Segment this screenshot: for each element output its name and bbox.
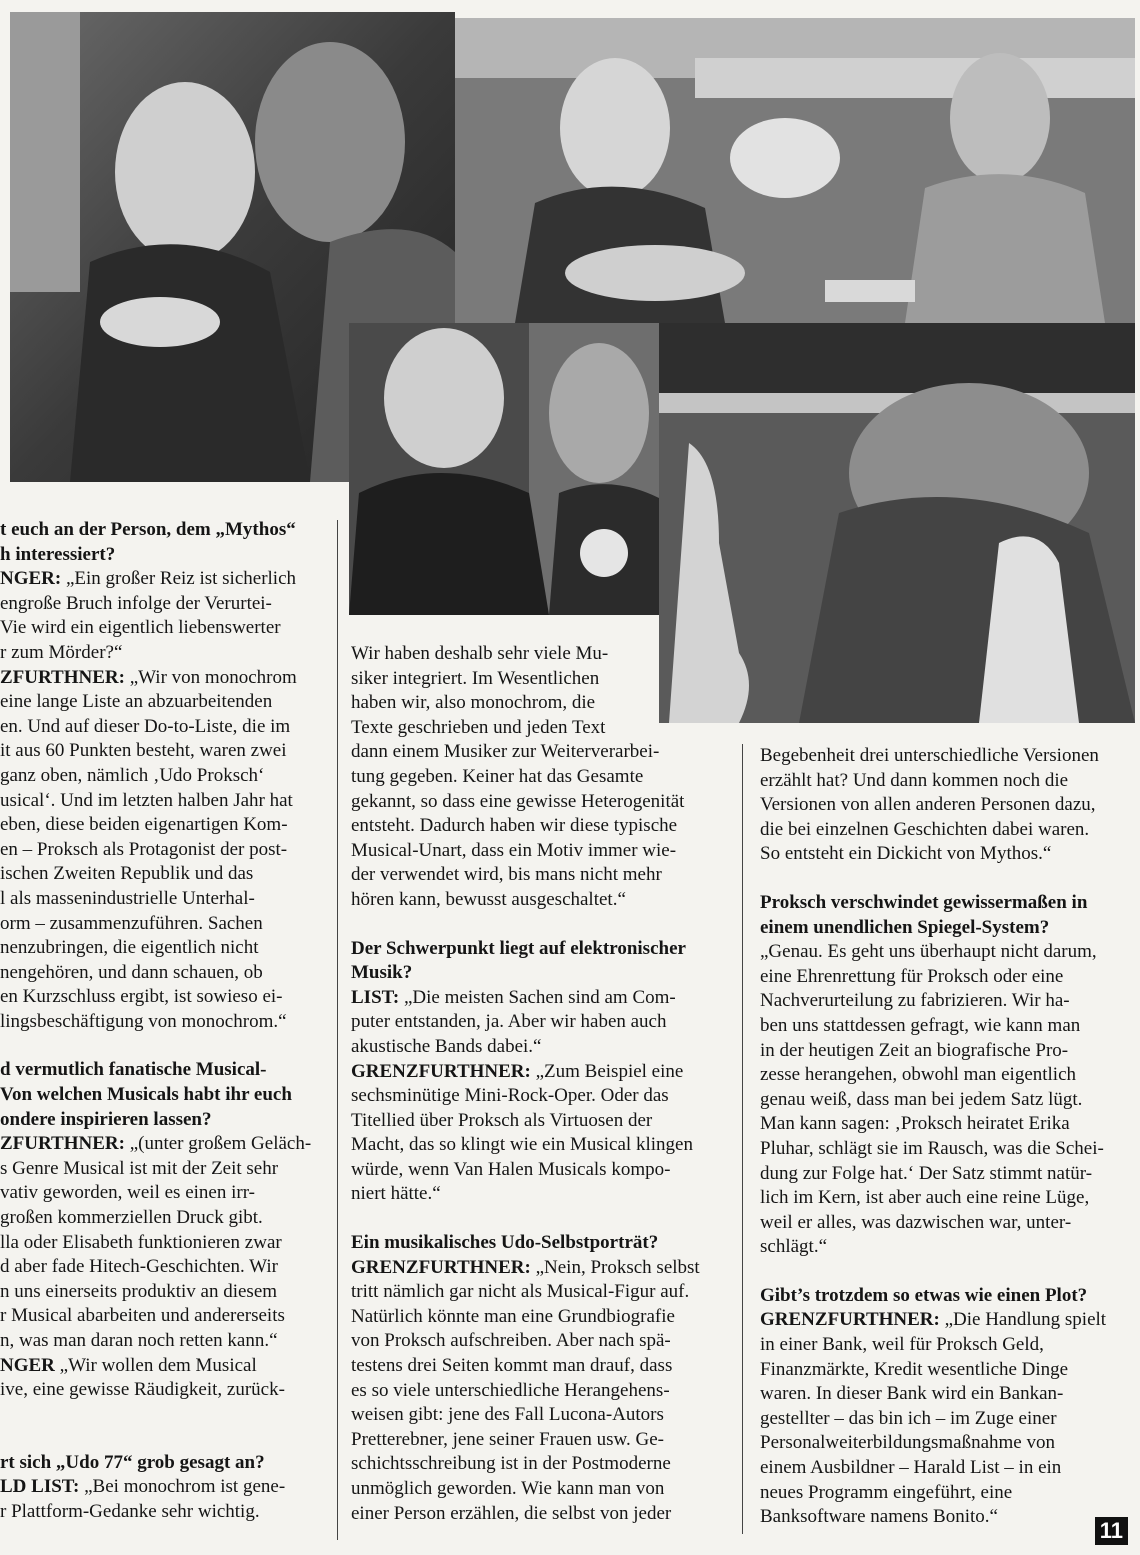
line-text: Natürlich könnte man eine Grundbiografie bbox=[351, 1305, 675, 1327]
line-text: testens drei Seiten kommt man drauf, dass bbox=[351, 1355, 673, 1377]
line-text: n, was man daran noch retten kann.“ bbox=[0, 1330, 278, 1351]
text-line bbox=[760, 1358, 1134, 1383]
question-text: t euch an der Person, dem „Mythos“ bbox=[0, 519, 296, 540]
line-text: So entsteht ein Dickicht von Mythos.“ bbox=[760, 843, 1052, 865]
text-line bbox=[351, 1354, 729, 1379]
line-text: „Die Handlung spielt bbox=[939, 1309, 1107, 1331]
line-text: ischen Zweiten Republik und das bbox=[0, 863, 254, 885]
line-text: „Ein großer Reiz ist sicherlich bbox=[61, 568, 297, 590]
line-text: einem Ausbildner – Harald List – in ein bbox=[760, 1457, 1062, 1479]
text-line bbox=[0, 666, 318, 691]
text-line bbox=[760, 1481, 1134, 1506]
line-text: weil er alles, was dazwischen war, unter- bbox=[760, 1211, 1072, 1233]
line-text: s Genre Musical ist mit der Zeit sehr bbox=[0, 1157, 279, 1179]
text-line bbox=[351, 1060, 729, 1085]
column-divider bbox=[337, 520, 338, 1540]
line-text: en – Proksch als Protagonist der post- bbox=[0, 838, 288, 860]
line-text: d aber fade Hitech-Geschichten. Wir bbox=[0, 1256, 278, 1278]
paragraph-gap bbox=[351, 913, 729, 937]
text-line bbox=[351, 740, 729, 765]
question-line bbox=[760, 891, 1134, 916]
line-text: Titellied über Proksch als Virtuosen der bbox=[351, 1109, 653, 1131]
text-line bbox=[760, 1235, 1134, 1260]
column-divider bbox=[742, 744, 743, 1534]
line-text: erzählt hat? Und dann kommen noch die bbox=[760, 769, 1069, 791]
line-text: Musical-Unart, dass ein Motiv immer wie- bbox=[351, 839, 677, 861]
text-line bbox=[0, 739, 318, 764]
line-text: Banksoftware namens Bonito.“ bbox=[760, 1506, 998, 1528]
text-line bbox=[0, 715, 318, 740]
photo-group-center bbox=[455, 18, 1135, 323]
text-line bbox=[351, 1109, 729, 1134]
text-line bbox=[760, 1431, 1134, 1456]
line-text: eine Ehrenrettung für Proksch oder eine bbox=[760, 965, 1064, 987]
text-line bbox=[760, 818, 1134, 843]
line-text: tritt nämlich gar nicht als Musical-Figur auf. bbox=[351, 1281, 690, 1303]
text-line bbox=[351, 1182, 729, 1207]
text-line bbox=[0, 1475, 318, 1500]
paragraph-gap bbox=[351, 1207, 729, 1231]
paragraph-gap bbox=[0, 1034, 318, 1058]
line-text: Macht, das so klingt wie ein Musical klingen bbox=[351, 1134, 693, 1156]
line-text: „Wir wollen dem Musical bbox=[54, 1354, 257, 1376]
line-text: Texte geschrieben und jeden Text bbox=[351, 716, 606, 738]
photo-hand-gesture bbox=[659, 323, 1135, 723]
line-text: die bei einzelnen Geschichten dabei waren. bbox=[760, 818, 1090, 840]
photo-man-smiling bbox=[349, 323, 659, 615]
question-line bbox=[0, 1058, 318, 1083]
text-line bbox=[0, 912, 318, 937]
line-text: „Wir von monochrom bbox=[124, 666, 297, 688]
text-line bbox=[351, 1084, 729, 1109]
line-text: r Musical abarbeiten und andererseits bbox=[0, 1305, 285, 1327]
line-text: r Plattform-Gedanke sehr wichtig. bbox=[0, 1500, 260, 1522]
text-line bbox=[0, 1280, 318, 1305]
question-text: rt sich „Udo 77“ grob gesagt an? bbox=[0, 1451, 265, 1473]
line-text: akustische Bands dabei.“ bbox=[351, 1035, 542, 1057]
line-text: hören kann, bewusst ausgeschaltet.“ bbox=[351, 888, 626, 910]
line-text: „Genau. Es geht uns überhaupt nicht darum, bbox=[760, 941, 1097, 963]
text-line bbox=[351, 642, 729, 667]
line-text: der verwendet wird, bis mans nicht mehr bbox=[351, 864, 662, 886]
text-line bbox=[351, 691, 729, 716]
speaker-name: ZFURTHNER: bbox=[0, 666, 125, 688]
speaker-name: LIST: bbox=[351, 986, 400, 1008]
speaker-name: LD LIST: bbox=[0, 1476, 80, 1498]
speaker-name: GRENZFURTHNER: bbox=[351, 1060, 531, 1082]
line-text: engroße Bruch infolge der Verurtei- bbox=[0, 592, 272, 614]
line-text: großen kommerziellen Druck gibt. bbox=[0, 1207, 263, 1229]
text-line bbox=[0, 592, 318, 617]
text-line bbox=[0, 862, 318, 887]
text-line bbox=[0, 1304, 318, 1329]
line-text: nengehören, und dann schauen, ob bbox=[0, 961, 263, 983]
text-line bbox=[351, 888, 729, 913]
text-line bbox=[0, 1255, 318, 1280]
line-text: es so viele unterschiedliche Herangehens- bbox=[351, 1379, 670, 1401]
text-line bbox=[351, 1158, 729, 1183]
paragraph-gap bbox=[760, 867, 1134, 891]
line-text: sechsminütige Mini-Rock-Oper. Oder das bbox=[351, 1085, 669, 1107]
line-text: lla oder Elisabeth funktionieren zwar bbox=[0, 1231, 282, 1253]
text-line bbox=[0, 641, 318, 666]
text-line bbox=[0, 1157, 318, 1182]
question-text: Proksch verschwindet gewissermaßen in bbox=[760, 891, 1088, 913]
line-text: Personalweiterbildungsmaßnahme von bbox=[760, 1432, 1055, 1454]
text-line bbox=[760, 1039, 1134, 1064]
line-text: würde, wenn Van Halen Musicals kompo- bbox=[351, 1158, 671, 1180]
line-text: usical‘. Und im letzten halben Jahr hat bbox=[0, 789, 293, 811]
text-line bbox=[760, 1407, 1134, 1432]
question-line bbox=[351, 937, 729, 962]
line-text: schichtsschreibung ist in der Postmoderne bbox=[351, 1453, 671, 1475]
line-text: in der heutigen Zeit an biografische Pro- bbox=[760, 1039, 1069, 1061]
question-text: Musik? bbox=[351, 962, 413, 984]
question-line bbox=[351, 1231, 729, 1256]
line-text: in einer Bank, weil für Proksch Geld, bbox=[760, 1334, 1044, 1356]
text-line bbox=[351, 1428, 729, 1453]
text-line bbox=[760, 1162, 1134, 1187]
question-line bbox=[0, 518, 318, 543]
text-line bbox=[351, 1035, 729, 1060]
line-text: dann einem Musiker zur Weiterverarbei- bbox=[351, 741, 660, 763]
text-line bbox=[351, 1452, 729, 1477]
text-line bbox=[351, 1256, 729, 1281]
text-line bbox=[760, 1456, 1134, 1481]
line-text: weisen gibt: jene des Fall Lucona-Autors bbox=[351, 1404, 664, 1426]
text-line bbox=[760, 1333, 1134, 1358]
line-text: lingsbeschäftigung von monochrom.“ bbox=[0, 1010, 287, 1032]
question-text: einem unendlichen Spiegel-System? bbox=[760, 916, 1050, 938]
line-text: l als massenindustrielle Unterhal- bbox=[0, 887, 255, 909]
text-line bbox=[0, 1378, 318, 1403]
question-text: h interessiert? bbox=[0, 543, 116, 565]
text-line bbox=[0, 1132, 318, 1157]
line-text: „(unter großem Geläch- bbox=[124, 1133, 312, 1155]
line-text: haben wir, also monochrom, die bbox=[351, 692, 596, 714]
text-line bbox=[760, 1088, 1134, 1113]
paragraph-gap bbox=[760, 1260, 1134, 1284]
text-line bbox=[351, 1502, 729, 1527]
line-text: niert hätte.“ bbox=[351, 1183, 441, 1205]
text-line bbox=[760, 769, 1134, 794]
text-line bbox=[351, 1403, 729, 1428]
question-line bbox=[0, 543, 318, 568]
paragraph-gap bbox=[0, 1403, 318, 1427]
speaker-name: GRENZFURTHNER: bbox=[351, 1256, 531, 1278]
line-text: genau weiß, dass man bei jedem Satz lügt. bbox=[760, 1088, 1083, 1110]
text-line bbox=[351, 765, 729, 790]
line-text: Wir haben deshalb sehr viele Mu- bbox=[351, 643, 609, 664]
text-line bbox=[351, 1305, 729, 1330]
text-line bbox=[0, 1010, 318, 1035]
text-line bbox=[0, 838, 318, 863]
line-text: ben uns stattdessen gefragt, wie kann man bbox=[760, 1014, 1081, 1036]
question-line bbox=[0, 1108, 318, 1133]
line-text: Man kann sagen: ‚Proksch heiratet Erika bbox=[760, 1113, 1070, 1135]
text-line bbox=[760, 1308, 1134, 1333]
text-line bbox=[0, 1231, 318, 1256]
text-line bbox=[351, 667, 729, 692]
question-text: ondere inspirieren lassen? bbox=[0, 1108, 212, 1130]
text-line bbox=[351, 1010, 729, 1035]
line-text: „Die meisten Sachen sind am Com- bbox=[399, 986, 676, 1008]
line-text: zesse herangehen, obwohl man eigentlich bbox=[760, 1064, 1077, 1086]
line-text: Pretterebner, jene seiner Frauen usw. Ge- bbox=[351, 1428, 664, 1450]
line-text: dung zur Folge hat.‘ Der Satz stimmt natür- bbox=[760, 1162, 1093, 1184]
text-line bbox=[760, 1382, 1134, 1407]
text-line bbox=[760, 1505, 1134, 1530]
line-text: Versionen von allen anderen Personen dazu, bbox=[760, 794, 1096, 816]
text-line bbox=[0, 1354, 318, 1379]
line-text: Finanzmärkte, Kredit wesentliche Dinge bbox=[760, 1358, 1069, 1380]
question-text: Der Schwerpunkt liegt auf elektronischer bbox=[351, 937, 686, 959]
line-text: Nachverurteilung zu fabrizieren. Wir ha- bbox=[760, 990, 1070, 1012]
line-text: Pluhar, schlägt sie im Rausch, was die Schei- bbox=[760, 1137, 1104, 1159]
text-line bbox=[0, 789, 318, 814]
speaker-name: NGER: bbox=[0, 568, 62, 590]
text-line bbox=[0, 936, 318, 961]
line-text: eine lange Liste an abzuarbeitenden bbox=[0, 691, 273, 713]
text-line bbox=[760, 989, 1134, 1014]
text-line bbox=[351, 1379, 729, 1404]
line-text: gekannt, so dass eine gewisse Heterogenität bbox=[351, 790, 685, 812]
text-line bbox=[351, 716, 729, 741]
line-text: lich im Kern, ist aber auch eine reine Lüge, bbox=[760, 1187, 1090, 1209]
text-line bbox=[0, 1329, 318, 1354]
line-text: einer Person erzählen, die selbst von jeder bbox=[351, 1502, 672, 1524]
line-text: eben, diese beiden eigenartigen Kom- bbox=[0, 814, 288, 836]
line-text: en. Und auf dieser Do-to-Liste, die im bbox=[0, 715, 291, 737]
text-line bbox=[760, 1211, 1134, 1236]
text-line bbox=[0, 985, 318, 1010]
text-line bbox=[760, 744, 1134, 769]
line-text: puter entstanden, ja. Aber wir haben auch bbox=[351, 1011, 667, 1033]
line-text: en Kurzschluss ergibt, ist sowieso ei- bbox=[0, 986, 283, 1008]
page-number: 11 bbox=[1095, 1517, 1128, 1545]
line-text: gestellter – das bin ich – im Zuge einer bbox=[760, 1407, 1057, 1429]
speaker-name: NGER bbox=[0, 1354, 55, 1376]
text-line bbox=[351, 1477, 729, 1502]
text-line bbox=[0, 961, 318, 986]
text-line bbox=[0, 764, 318, 789]
line-text: „Bei monochrom ist gene- bbox=[79, 1476, 286, 1498]
text-line bbox=[351, 863, 729, 888]
line-text: tung gegeben. Keiner hat das Gesamte bbox=[351, 765, 644, 787]
right-column bbox=[760, 744, 1134, 1530]
question-text: Von welchen Musicals habt ihr euch bbox=[0, 1084, 292, 1106]
line-text: waren. In dieser Bank wird ein Bankan- bbox=[760, 1383, 1064, 1405]
text-line bbox=[760, 965, 1134, 990]
line-text: „Zum Beispiel eine bbox=[530, 1060, 684, 1082]
question-text: Ein musikalisches Udo-Selbstporträt? bbox=[351, 1232, 659, 1254]
question-line bbox=[0, 1083, 318, 1108]
line-text: it aus 60 Punkten besteht, waren zwei bbox=[0, 740, 287, 762]
line-text: von Proksch aufschreiben. Aber nach spä- bbox=[351, 1330, 671, 1352]
text-line bbox=[351, 1133, 729, 1158]
text-line bbox=[760, 1137, 1134, 1162]
text-line bbox=[760, 940, 1134, 965]
text-line bbox=[0, 1181, 318, 1206]
speaker-name: GRENZFURTHNER: bbox=[760, 1309, 940, 1331]
line-text: vativ geworden, weil es einen irr- bbox=[0, 1182, 255, 1204]
middle-column bbox=[351, 642, 729, 1526]
paragraph-gap bbox=[0, 1427, 318, 1451]
question-line bbox=[760, 916, 1134, 941]
line-text: siker integriert. Im Wesentlichen bbox=[351, 667, 600, 689]
line-text: schlägt.“ bbox=[760, 1236, 828, 1258]
line-text: r zum Mörder?“ bbox=[0, 641, 123, 663]
line-text: entsteht. Dadurch haben wir diese typische bbox=[351, 815, 678, 837]
question-line bbox=[351, 961, 729, 986]
text-line bbox=[351, 1329, 729, 1354]
line-text: nenzubringen, die eigentlich nicht bbox=[0, 937, 259, 959]
line-text: unmöglich geworden. Wie kann man von bbox=[351, 1478, 665, 1499]
text-line bbox=[0, 1500, 318, 1525]
speaker-name: ZFURTHNER: bbox=[0, 1133, 125, 1155]
text-line bbox=[351, 986, 729, 1011]
question-text: Gibt’s trotzdem so etwas wie einen Plot? bbox=[760, 1284, 1088, 1306]
text-line bbox=[760, 1063, 1134, 1088]
text-line bbox=[0, 690, 318, 715]
text-line bbox=[760, 793, 1134, 818]
line-text: „Nein, Proksch selbst bbox=[530, 1256, 700, 1278]
text-line bbox=[351, 839, 729, 864]
line-text: neues Programm eingeführt, eine bbox=[760, 1481, 1013, 1503]
line-text: orm – zusammenzuführen. Sachen bbox=[0, 912, 263, 934]
line-text: Begebenheit drei unterschiedliche Versionen bbox=[760, 745, 1099, 766]
text-line bbox=[0, 1206, 318, 1231]
text-line bbox=[351, 790, 729, 815]
text-line bbox=[351, 814, 729, 839]
text-line bbox=[0, 813, 318, 838]
question-text: d vermutlich fanatische Musical- bbox=[0, 1059, 267, 1081]
question-line bbox=[0, 1451, 318, 1476]
text-line bbox=[760, 842, 1134, 867]
line-text: ganz oben, nämlich ‚Udo Proksch‘ bbox=[0, 764, 265, 786]
line-text: ive, eine gewisse Räudigkeit, zurück- bbox=[0, 1379, 285, 1401]
line-text: n uns einerseits produktiv an diesem bbox=[0, 1280, 278, 1302]
text-line bbox=[0, 567, 318, 592]
text-line bbox=[0, 887, 318, 912]
line-text: Vie wird ein eigentlich liebenswerter bbox=[0, 617, 281, 639]
text-line bbox=[760, 1014, 1134, 1039]
text-line bbox=[351, 1280, 729, 1305]
text-line bbox=[0, 616, 318, 641]
text-line bbox=[760, 1186, 1134, 1211]
question-line bbox=[760, 1284, 1134, 1309]
left-column bbox=[0, 518, 318, 1525]
text-line bbox=[760, 1112, 1134, 1137]
